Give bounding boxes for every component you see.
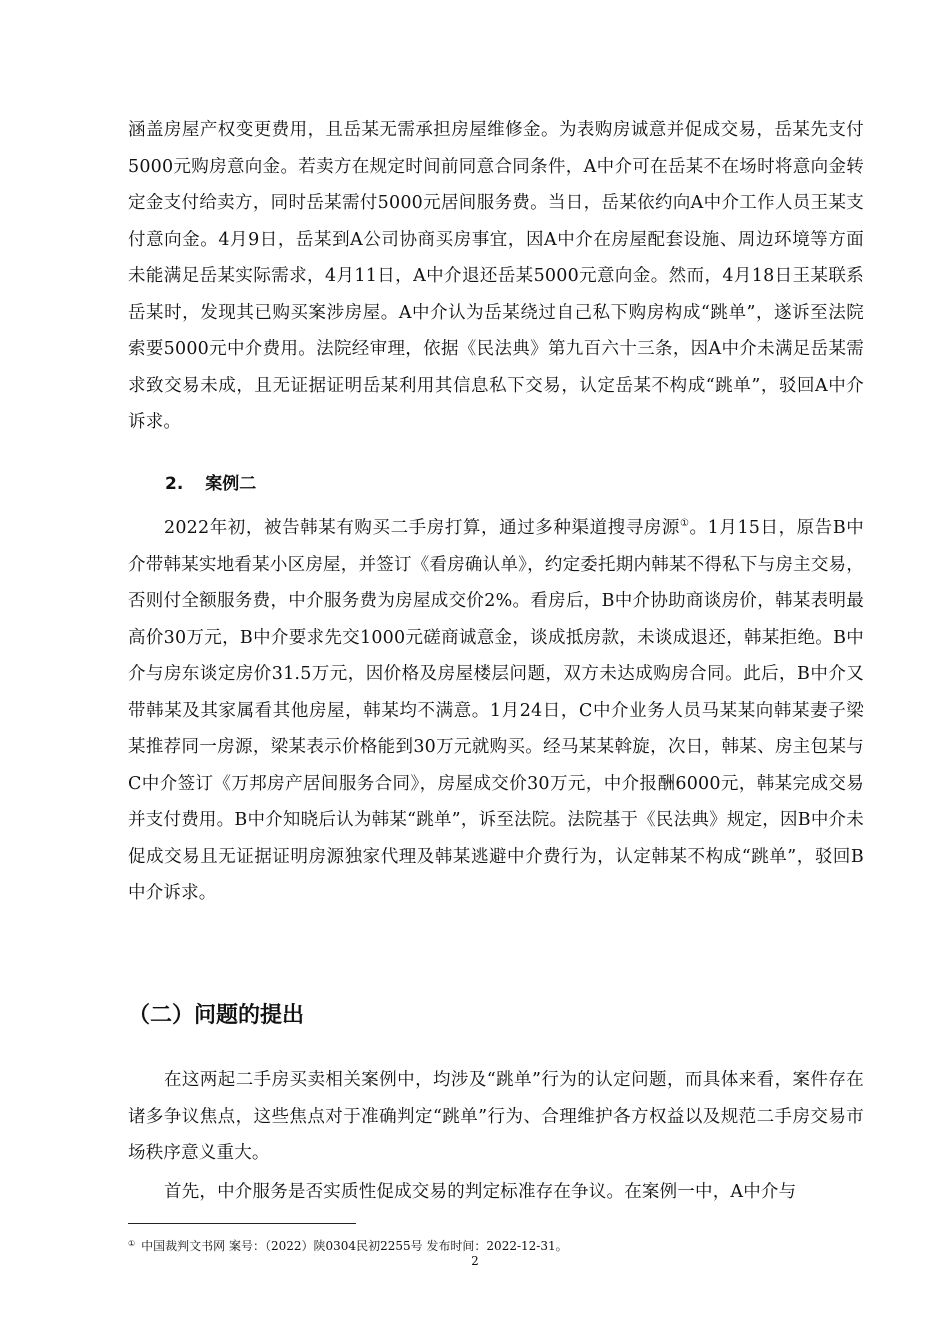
footnote [128,1236,568,1254]
heading-title: 案例二 [205,474,257,494]
paragraph-first-issue: 首先，中介服务是否实质性促成交易的判定标准存在争议。在案例一中，A中介与 [164,1182,797,1202]
paragraph-case2 [128,510,864,912]
paragraph-case2-part2: 。1月15日，原告B中介带韩某实地看某小区房屋，并签订《看房确认单》，约定委托期内韩某不得私下与房主交易，否则付全额服务费，中介服务费为房屋成交价2%。看房后，B中介协助商谈房价，韩某表明最高价30万元，B中介要求先交1000元磋商诚意金，谈成抵房款，未谈成退还，韩某拒绝。B中介与房东谈定房价31.5万元，因价格及房屋楼层问题，双方未达成购房合同。此后，B中介又带韩某及其家属看其他房屋，韩某均不满意。1月24日，C中介业务人员马某某向韩某妻子梁某推荐同一房源，梁某表示价格能到30万元就购买。经马某某斡旋，次日，韩某、房主包某与C中介签订《万邦房产居间服务合同》，房屋成交价30万元，中介报酬6000元，韩某完成交易并支付费用。B中介知晓后认为韩某“跳单”，诉至法院。法院基于《民法典》规定，因B中介未促成交易且无证据证明房源独家代理及韩某逃避中介费行为，认定韩某不构成“跳单”，驳回B中介诉求。 [128,518,864,903]
heading-number: 2. [165,474,184,494]
footnote-text: 中国裁判文书网 案号：（2022）陕0304民初2255号 发布时间：2022-12-31。 [141,1239,568,1253]
page-number: 2 [471,1254,479,1268]
paragraph-problem-intro: 在这两起二手房买卖相关案例中，均涉及“跳单”行为的认定问题，而具体来看，案件存在诸多争议焦点，这些焦点对于准确判定“跳单”行为、合理维护各方权益以及规范二手房交易市场秩序意义重大。 [128,1070,864,1163]
paragraph-case2-part1: 2022年初，被告韩某有购买二手房打算，通过多种渠道搜寻房源 [164,518,680,538]
footnote-reference[interactable]: ① [679,518,690,529]
footnote-mark: ① [128,1239,136,1248]
section-heading-problem: （二）问题的提出 [128,1003,305,1028]
footnote-divider [128,1223,356,1224]
heading-case-two [165,466,256,502]
paragraph-case1-continued: 涵盖房屋产权变更费用，且岳某无需承担房屋维修金。为表购房诚意并促成交易，岳某先支付5000元购房意向金。若卖方在规定时间前同意合同条件，A中介可在岳某不在场时将意向金转定金支付给卖方，同时岳某需付5000元居间服务费。当日，岳某依约向A中介工作人员王某支付意向金。4月9日，岳某到A公司协商买房事宜，因A中介在房屋配套设施、周边环境等方面未能满足岳某实际需求，4月11日，A中介退还岳某5000元意向金。然而，4月18日王某联系岳某时，发现其已购买案涉房屋。A中介认为岳某绕过自己私下购房构成“跳单”，遂诉至法院索要5000元中介费用。法院经审理，依据《民法典》第九百六十三条，因A中介未满足岳某需求致交易未成，且无证据证明岳某利用其信息私下交易，认定岳某不构成“跳单”，驳回A中介诉求。 [128,120,864,432]
